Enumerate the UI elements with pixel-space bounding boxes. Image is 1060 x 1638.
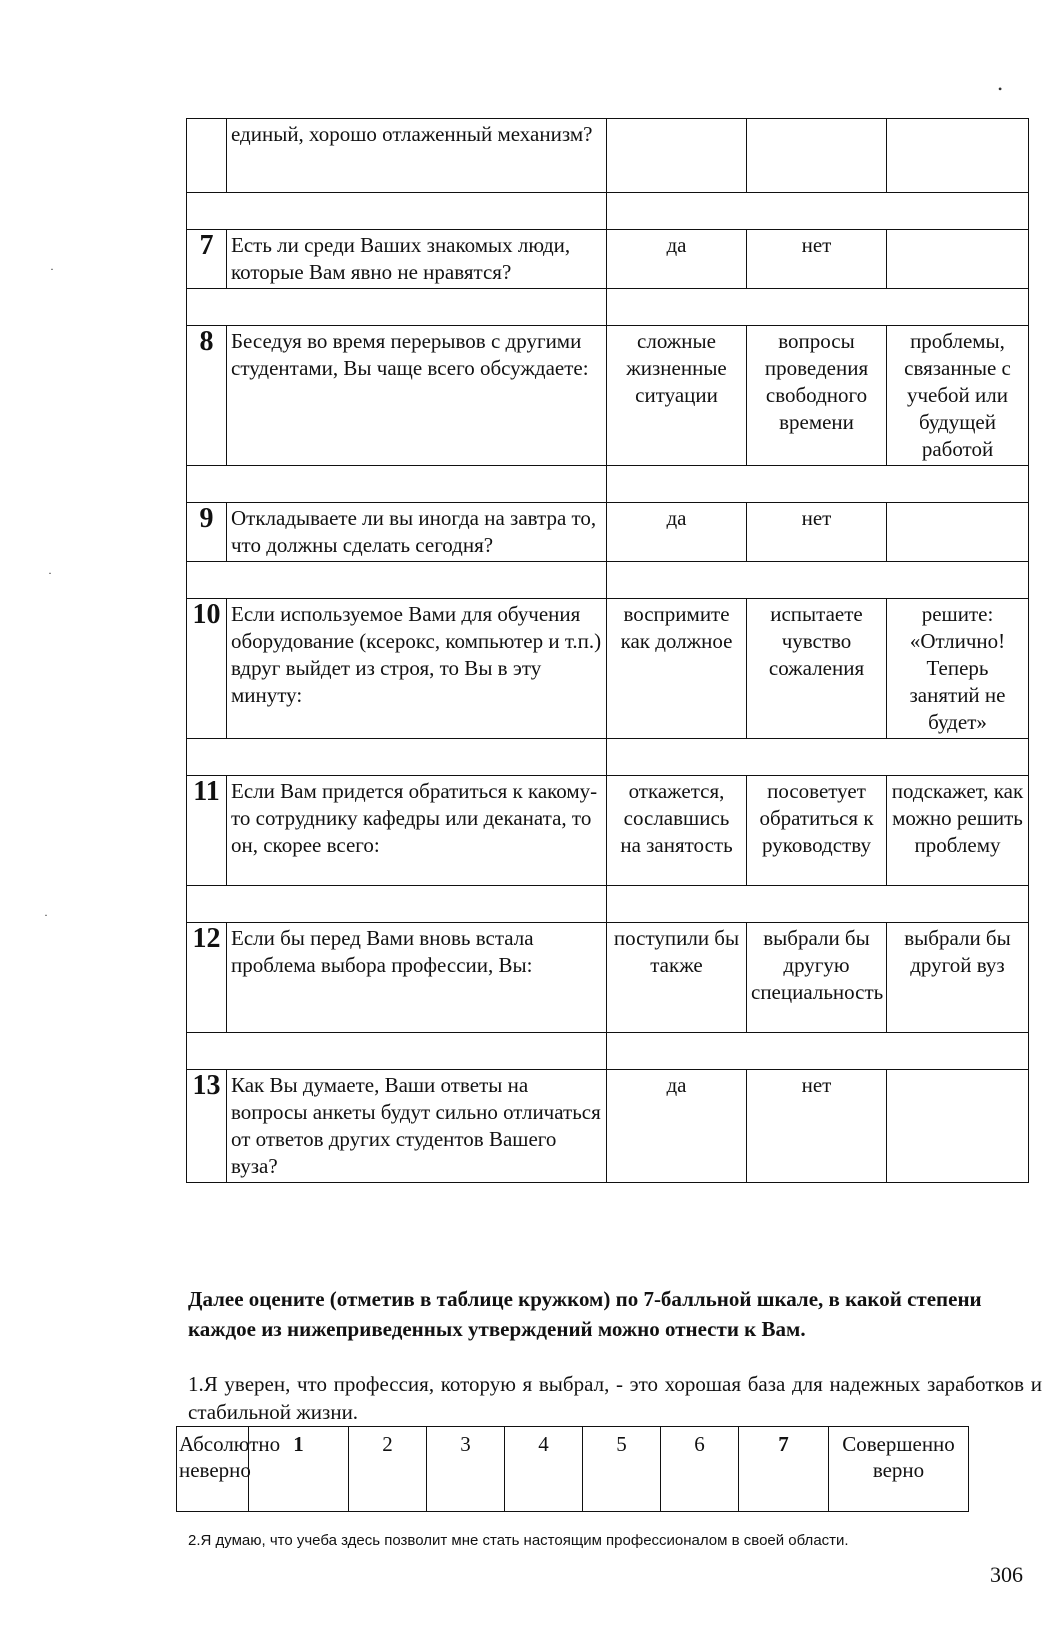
question-number	[187, 119, 227, 193]
question-number: 9	[187, 503, 227, 562]
answer-option[interactable]: выбрали бы другую специальность	[747, 923, 887, 1033]
answer-option[interactable]: проблемы, связанные с учебой или будущей работой	[887, 326, 1029, 466]
scan-speck: •	[998, 82, 1003, 96]
question-row	[187, 1070, 1029, 1183]
answer-option[interactable]: выбрали бы другой вуз	[887, 923, 1029, 1033]
question-number: 7	[187, 230, 227, 289]
spacer-row	[187, 289, 1029, 326]
scale-low-label: Абсолютно неверно	[177, 1427, 249, 1512]
question-text: Если Вам придется обратиться к какому-то сотруднику кафедры или деканата, то он, скорее всего:	[227, 776, 607, 886]
question-text: Беседуя во время перерывов с другими студентами, Вы чаще всего обсуждаете:	[227, 326, 607, 466]
answer-option[interactable]	[887, 230, 1029, 289]
page-number: 306	[990, 1562, 1023, 1587]
scan-speck: ·	[44, 908, 48, 922]
question-number: 11	[187, 776, 227, 886]
scan-speck: ·	[50, 262, 54, 276]
scan-speck: ·	[48, 566, 52, 580]
answer-option[interactable]: подскажет, как можно решить проблему	[887, 776, 1029, 886]
scale-option[interactable]: 2	[349, 1427, 427, 1512]
answer-option[interactable]: поступили бы также	[607, 923, 747, 1033]
answer-option[interactable]: посоветует обратиться к руководству	[747, 776, 887, 886]
answer-option[interactable]: решите: «Отлично! Теперь занятий не будет»	[887, 599, 1029, 739]
scale-option[interactable]: 3	[427, 1427, 505, 1512]
question-text: единый, хорошо отлаженный механизм?	[227, 119, 607, 193]
spacer-row	[187, 739, 1029, 776]
answer-option[interactable]: нет	[747, 503, 887, 562]
answer-option[interactable]: да	[607, 230, 747, 289]
question-row	[187, 923, 1029, 1033]
spacer-row	[187, 193, 1029, 230]
scale-high-label: Совершенно верно	[829, 1427, 969, 1512]
question-text: Если бы перед Вами вновь встала проблема выбора профессии, Вы:	[227, 923, 607, 1033]
answer-option[interactable]	[747, 119, 887, 193]
questionnaire-table	[186, 118, 1029, 1183]
question-row	[187, 119, 1029, 193]
question-number: 12	[187, 923, 227, 1033]
spacer-row	[187, 466, 1029, 503]
question-row	[187, 503, 1029, 562]
answer-option[interactable]: да	[607, 1070, 747, 1183]
rating-instruction: Далее оцените (отметив в таблице кружком) по 7-балльной шкале, в какой степени каждое из нижеприведенных утверждений можно отнести к Вам.	[188, 1287, 982, 1341]
scale-option[interactable]: 6	[661, 1427, 739, 1512]
answer-option[interactable]: воспримите как должное	[607, 599, 747, 739]
answer-option[interactable]: испытаете чувство сожаления	[747, 599, 887, 739]
scale-option[interactable]: 4	[505, 1427, 583, 1512]
answer-option[interactable]	[607, 119, 747, 193]
question-row	[187, 599, 1029, 739]
question-row	[187, 326, 1029, 466]
scale-option[interactable]: 7	[739, 1427, 829, 1512]
scale-option[interactable]: 5	[583, 1427, 661, 1512]
answer-option[interactable]: нет	[747, 1070, 887, 1183]
spacer-row	[187, 886, 1029, 923]
answer-option[interactable]	[887, 119, 1029, 193]
scale-option[interactable]: 1	[249, 1427, 349, 1512]
question-row	[187, 776, 1029, 886]
answer-option[interactable]: вопросы проведения свободного времени	[747, 326, 887, 466]
question-text: Есть ли среди Ваших знакомых люди, которые Вам явно не нравятся?	[227, 230, 607, 289]
question-text: Откладываете ли вы иногда на завтра то, что должны сделать сегодня?	[227, 503, 607, 562]
spacer-row	[187, 1033, 1029, 1070]
question-number: 8	[187, 326, 227, 466]
question-number: 13	[187, 1070, 227, 1183]
answer-option[interactable]	[887, 503, 1029, 562]
question-text: Если используемое Вами для обучения оборудование (ксерокс, компьютер и т.п.) вдруг выйдет из строя, то Вы в эту минуту:	[227, 599, 607, 739]
question-row	[187, 230, 1029, 289]
answer-option[interactable]	[887, 1070, 1029, 1183]
spacer-row	[187, 562, 1029, 599]
answer-option[interactable]: откажется, сославшись на занятость	[607, 776, 747, 886]
answer-option[interactable]: нет	[747, 230, 887, 289]
answer-option[interactable]: сложные жизненные ситуации	[607, 326, 747, 466]
rating-scale-table	[176, 1426, 969, 1512]
statement-2: 2.Я думаю, что учеба здесь позволит мне стать настоящим профессионалом в своей области.	[188, 1532, 849, 1549]
statement-1: 1.Я уверен, что профессия, которую я выбрал, - это хорошая база для надежных заработков и стабильной жизни.	[188, 1372, 1042, 1424]
question-text: Как Вы думаете, Ваши ответы на вопросы анкеты будут сильно отличаться от ответов других студентов Вашего вуза?	[227, 1070, 607, 1183]
question-number: 10	[187, 599, 227, 739]
answer-option[interactable]: да	[607, 503, 747, 562]
